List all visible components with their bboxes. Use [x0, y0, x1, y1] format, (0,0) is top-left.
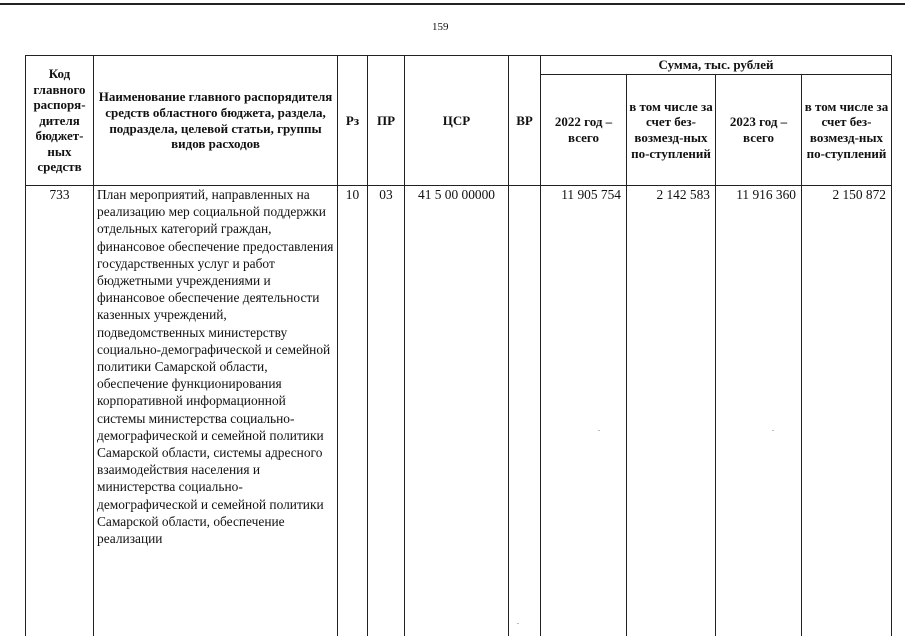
- header-2022-grants: в том числе за счет без-возмезд-ных по-ступлений: [627, 75, 716, 186]
- cell-sum-2022: 11 905 754: [541, 186, 627, 637]
- header-csr: ЦСР: [405, 56, 509, 186]
- cell-grants-2022: 2 142 583: [627, 186, 716, 637]
- cell-name: План мероприятий, направленных на реализацию мер социальной поддержки отдельных категорий граждан, финансовое обеспечение предоставления государственных услуг и работ бюджетными учреждениями и финансовое обеспечение деятельности казенных учреждений, подведомственных министерству социально-демографической и семейной политики Самарской области, обеспечение функционирования корпоративной информационной системы министерства социально-демографической и семейной политики Самарской области, системы адресного взаимодействия населения и министерства социально-демографической и семейной политики Самарской области, обеспечение реализации: [94, 186, 338, 637]
- header-2023-total: 2023 год – всего: [716, 75, 802, 186]
- header-rz: Рз: [338, 56, 368, 186]
- cell-vr: [509, 186, 541, 637]
- cell-rz: 10: [338, 186, 368, 637]
- header-row-1: [26, 56, 892, 75]
- scan-speck: [772, 430, 774, 431]
- header-pr: ПР: [368, 56, 405, 186]
- header-name: Наименование главного распорядителя средств областного бюджета, раздела, подраздела, целевой статьи, группы видов расходов: [94, 56, 338, 186]
- cell-csr: 41 5 00 00000: [405, 186, 509, 637]
- cell-grants-2023: 2 150 872: [802, 186, 892, 637]
- cell-sum-2023: 11 916 360: [716, 186, 802, 637]
- header-vr: ВР: [509, 56, 541, 186]
- table-row: [26, 186, 892, 637]
- header-2022-total: 2022 год – всего: [541, 75, 627, 186]
- header-sum-group: Сумма, тыс. рублей: [541, 56, 892, 75]
- page-number: 159: [432, 21, 449, 33]
- cell-code: 733: [26, 186, 94, 637]
- cell-pr: 03: [368, 186, 405, 637]
- header-2023-grants: в том числе за счет без-возмезд-ных по-ступлений: [802, 75, 892, 186]
- scan-speck: [517, 623, 519, 624]
- scan-speck: [598, 430, 600, 431]
- header-code: Код главного распоря-дителя бюджет-ных средств: [26, 56, 94, 186]
- budget-table: [25, 55, 892, 636]
- top-rule: [0, 3, 905, 5]
